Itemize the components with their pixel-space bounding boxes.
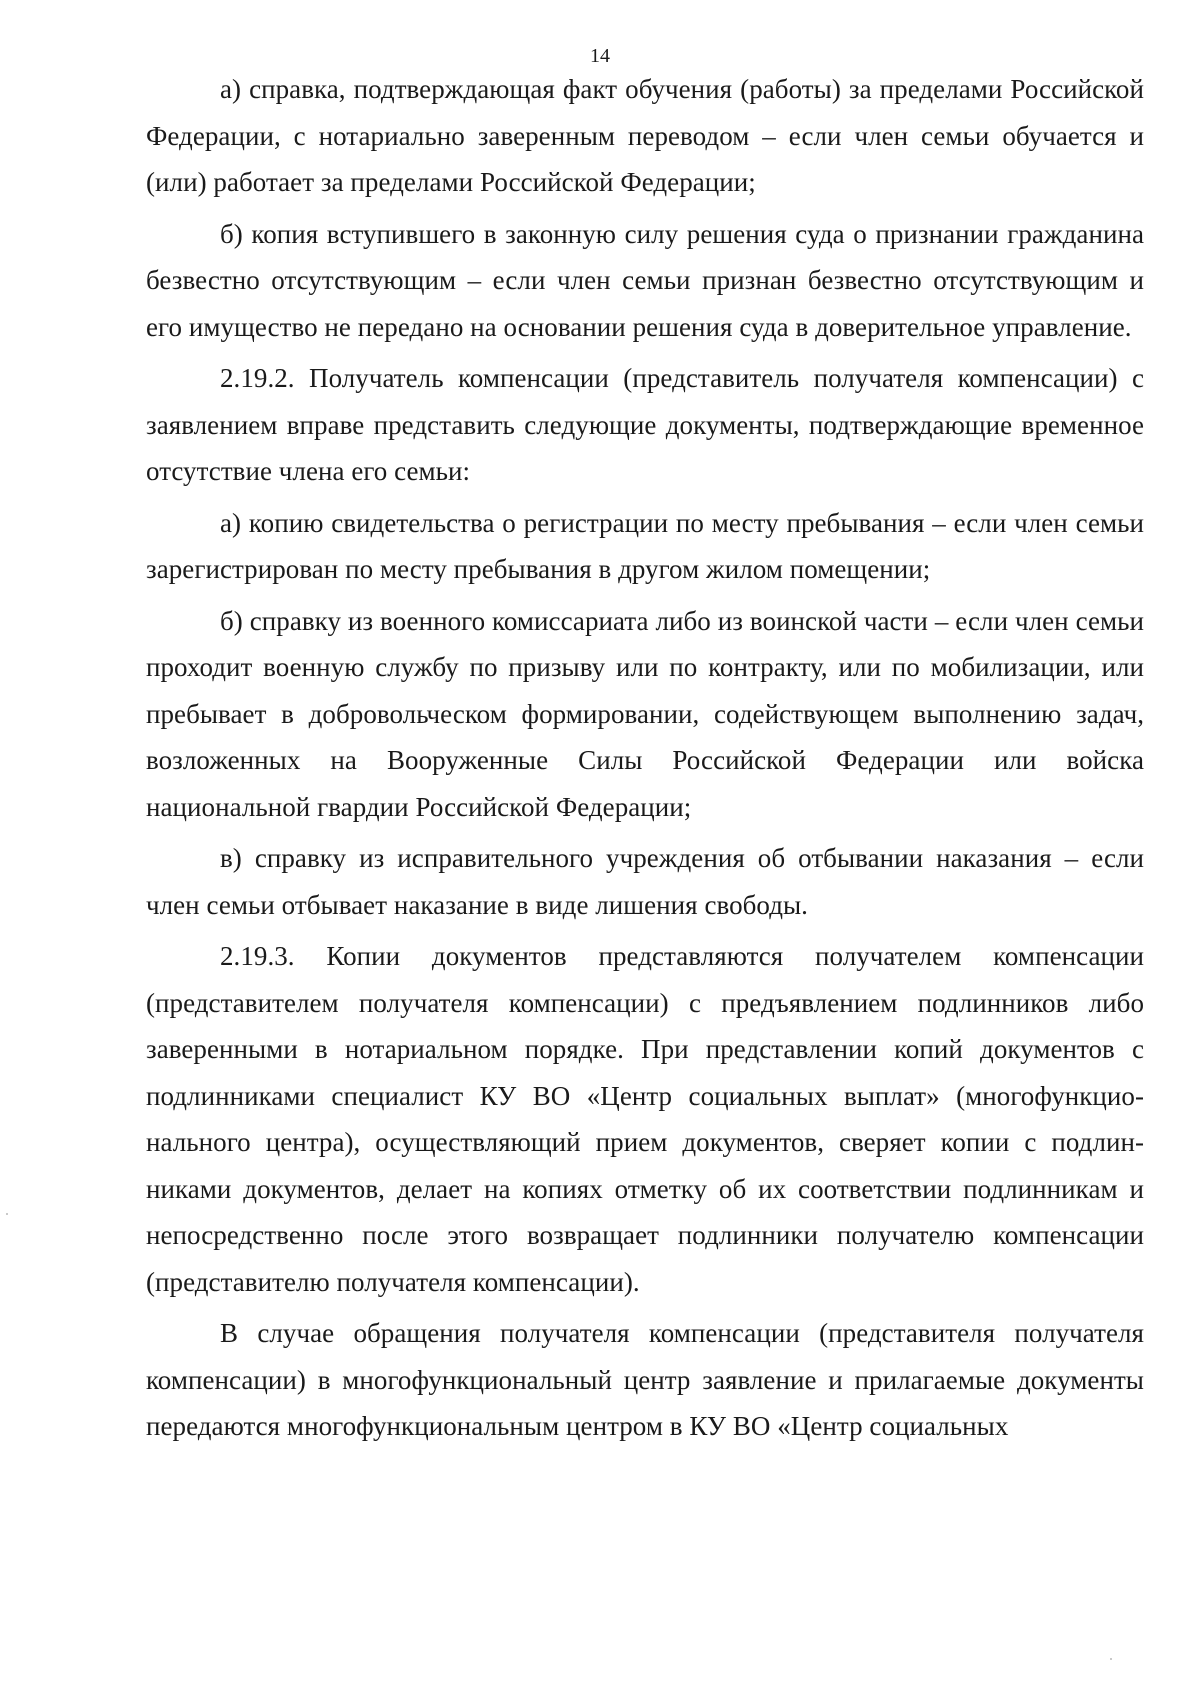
paragraph-2-19-2-b: б) справку из военного комиссариата либо из воинской части – если член семьи проходит военную службу по призыву или по контракту, или по мобилизации, или пребывает в добровольческом формировании, содействующем выполнению задач, возложенных на Вооруженные Силы Российской Федерации или войска национальной гвардии Российской Федерации; bbox=[146, 605, 1144, 822]
scan-speck bbox=[1110, 1658, 1112, 1660]
paragraph-2-19-1-a: а) справка, подтверждающая факт обучения (работы) за пределами Российской Федерации, с нотариально заверенным переводом – если член семьи обучается и (или) работает за пределами Российской Федерации; bbox=[146, 74, 1144, 197]
paragraph-2-19-1-b: б) копия вступившего в законную силу решения суда о признании гражданина безвестно отсутствующим – если член семьи признан безвестно отсутствующим и его имущество не передано на основании решения суда в доверительное управление. bbox=[146, 218, 1144, 342]
paragraph-2-19-2: 2.19.2. Получатель компенсации (представитель получателя компенсации) с заявлением вправе представить следующие документы, подтверждающие временное отсутствие члена его семьи: bbox=[146, 363, 1144, 486]
page-number: 14 bbox=[590, 45, 610, 67]
paragraph-2-19-2-a: а) копию свидетельства о регистрации по месту пребывания – если член семьи зарегистрирован по месту пребывания в другом жилом помещении; bbox=[146, 507, 1144, 584]
paragraph-mfc-submission: В случае обращения получателя компенсации (представителя получателя компенсации) в многофункциональный центр заявление и прилагаемые документы передаются многофункциональным центром в КУ ВО «Центр социальных bbox=[146, 1318, 1144, 1441]
scan-speck bbox=[6, 1213, 8, 1215]
document-body bbox=[146, 66, 1144, 1450]
paragraph-2-19-2-v: в) справку из исправительного учреждения об отбывании наказания – если член семьи отбывает наказание в виде лишения свободы. bbox=[146, 843, 1144, 920]
paragraph-2-19-3: 2.19.3. Копии документов представляются получателем компенсации (представителем получателя компенсации) с предъявлением подлинников либо заверенными в нотариальном порядке. При представлении копий документов с подлинниками специалист КУ ВО «Центр социальных выплат» (многофункционального центра), осуществляющий прием документов, сверяет копии с подлинниками документов, делает на копиях отметку об их соответствии подлинникам и непосредственно после этого возвращает подлинники получателю компенсации (представителю получателя компенсации). bbox=[146, 941, 1144, 1297]
